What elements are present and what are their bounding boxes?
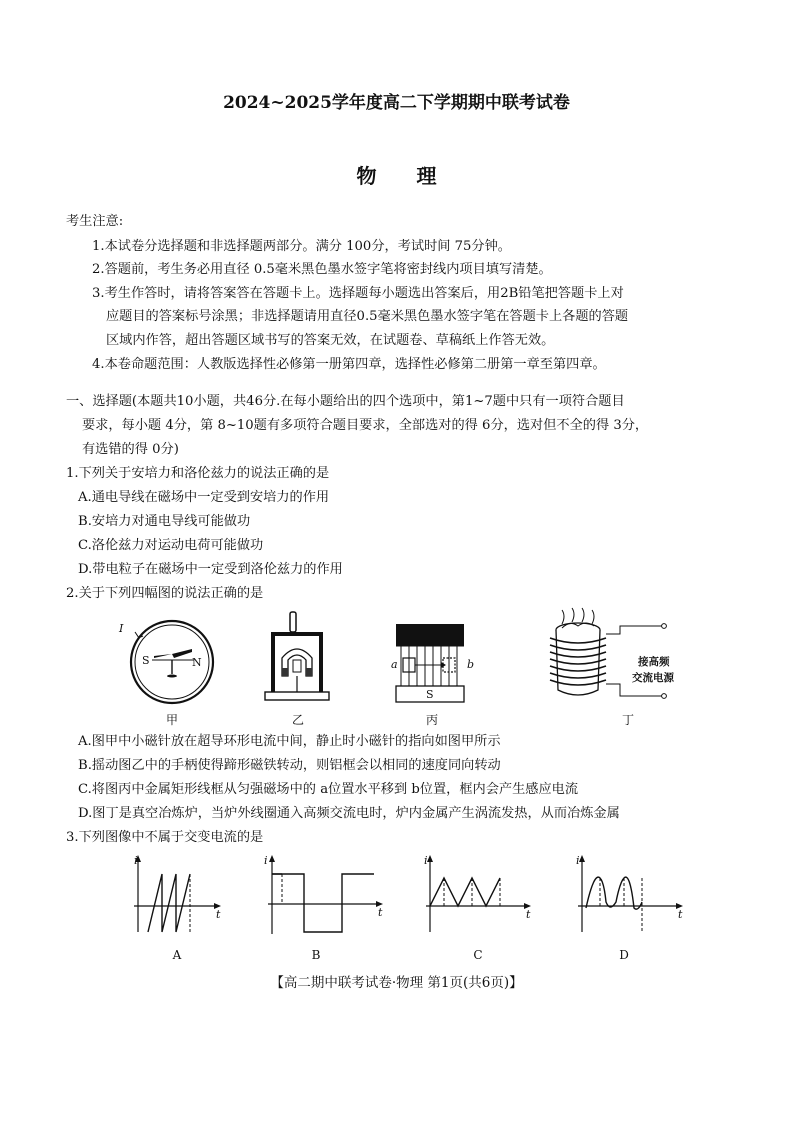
q2-caption-ding: 丁 xyxy=(621,713,634,727)
subject-char-2: 理 xyxy=(416,164,437,188)
q3-d-axis-t: t xyxy=(678,908,683,921)
q3-b-axis-t: t xyxy=(378,906,383,919)
q1-stem: 1.下列关于安培力和洛伦兹力的说法正确的是 xyxy=(66,466,330,481)
q3-b-axis-i: i xyxy=(264,854,268,867)
q2-option-b: B.摇动图乙中的手柄使得蹄形磁铁转动，则铝框会以相同的速度同向转动 xyxy=(78,758,501,773)
notice-item-3-cont2: 区域内作答，超出答题区域书写的答案无效，在试题卷、草稿纸上作答无效。 xyxy=(106,333,555,348)
q3-graph-a xyxy=(130,854,226,936)
subject-title xyxy=(0,160,793,189)
notice-item-3: 3.考生作答时，请将答案答在答题卡上。选择题每小题选出答案后，用2B铅笔把答题卡上对 xyxy=(92,286,624,301)
q3-caption-a: A xyxy=(172,948,182,962)
q2-fig-magnet-s-label: S xyxy=(426,688,434,701)
q2-caption-bing: 丙 xyxy=(425,713,438,727)
q1-option-d: D.带电粒子在磁场中一定受到洛伦兹力的作用 xyxy=(78,562,343,577)
q2-option-c: C.将图丙中金属矩形线框从匀强磁场中的 a位置水平移到 b位置，框内会产生感应电流 xyxy=(78,782,579,797)
q2-fig-hf-label-2: 交流电源 xyxy=(632,672,674,684)
q2-fig-hf-label-1: 接高频 xyxy=(638,656,670,668)
q3-caption-c: C xyxy=(473,948,483,962)
q1-option-c: C.洛伦兹力对运动电荷可能做功 xyxy=(78,538,264,553)
q2-figure-jia xyxy=(124,616,224,708)
q2-fig-south-label: S xyxy=(142,654,150,667)
q2-caption-yi: 乙 xyxy=(291,713,304,727)
notice-item-4: 4.本卷命题范围：人教版选择性必修第一册第四章，选择性必修第二册第一章至第四章。 xyxy=(92,357,606,372)
exam-title: 2024~2025学年度高二下学期期中联考试卷 xyxy=(223,93,570,113)
q3-caption-d: D xyxy=(619,948,629,962)
notice-item-1: 1.本试卷分选择题和非选择题两部分。满分 100分，考试时间 75分钟。 xyxy=(92,239,511,254)
q2-figure-yi xyxy=(262,610,334,704)
q2-fig-a-label: a xyxy=(391,658,398,671)
page-footer: 【高二期中联考试卷·物理 第1页(共6页)】 xyxy=(270,975,523,991)
q1-option-b: B.安培力对通电导线可能做功 xyxy=(78,514,251,529)
section1-line3: 有选错的得 0分) xyxy=(82,442,179,457)
notice-item-3-cont1: 应题目的答案标号涂黑；非选择题请用直径0.5毫米黑色墨水签字笔在答题卡上各题的答题 xyxy=(106,309,629,324)
notice-heading: 考生注意: xyxy=(66,214,124,229)
q2-stem: 2.关于下列四幅图的说法正确的是 xyxy=(66,586,264,601)
q3-stem: 3.下列图像中不属于交变电流的是 xyxy=(66,830,264,845)
notice-item-2: 2.答题前，考生务必用直径 0.5毫米黑色墨水签字笔将密封线内项目填写清楚。 xyxy=(92,262,552,277)
q2-fig-current-label: I xyxy=(119,622,124,635)
q2-fig-b-label: b xyxy=(467,658,475,671)
q3-a-axis-t: t xyxy=(216,908,221,921)
q3-d-axis-i: i xyxy=(576,854,580,867)
q2-fig-north-label: N xyxy=(192,656,202,669)
q1-option-a: A.通电导线在磁场中一定受到安培力的作用 xyxy=(78,490,330,505)
q3-graph-c xyxy=(420,854,536,936)
section1-line2: 要求，每小题 4分，第 8~10题有多项符合题目要求，全部选对的得 6分，选对但不全的得 3分， xyxy=(82,418,649,433)
q3-c-axis-i: i xyxy=(424,854,428,867)
q2-caption-jia: 甲 xyxy=(165,713,178,727)
subject-char-1: 物 xyxy=(356,164,377,188)
q3-graph-b xyxy=(262,854,388,936)
section1-line1: 一、选择题(本题共10小题，共46分.在每小题给出的四个选项中，第1~7题中只有一项符合题目 xyxy=(66,394,625,409)
q2-option-a: A.图甲中小磁针放在超导环形电流中间，静止时小磁针的指向如图甲所示 xyxy=(78,734,501,749)
q3-a-axis-i: i xyxy=(134,854,138,867)
q3-caption-b: B xyxy=(311,948,321,962)
q3-c-axis-t: t xyxy=(526,908,531,921)
q3-graph-d xyxy=(572,854,688,936)
q2-option-d: D.图丁是真空冶炼炉，当炉外线圈通入高频交流电时，炉内金属产生涡流发热，从而冶炼金属 xyxy=(78,806,620,821)
